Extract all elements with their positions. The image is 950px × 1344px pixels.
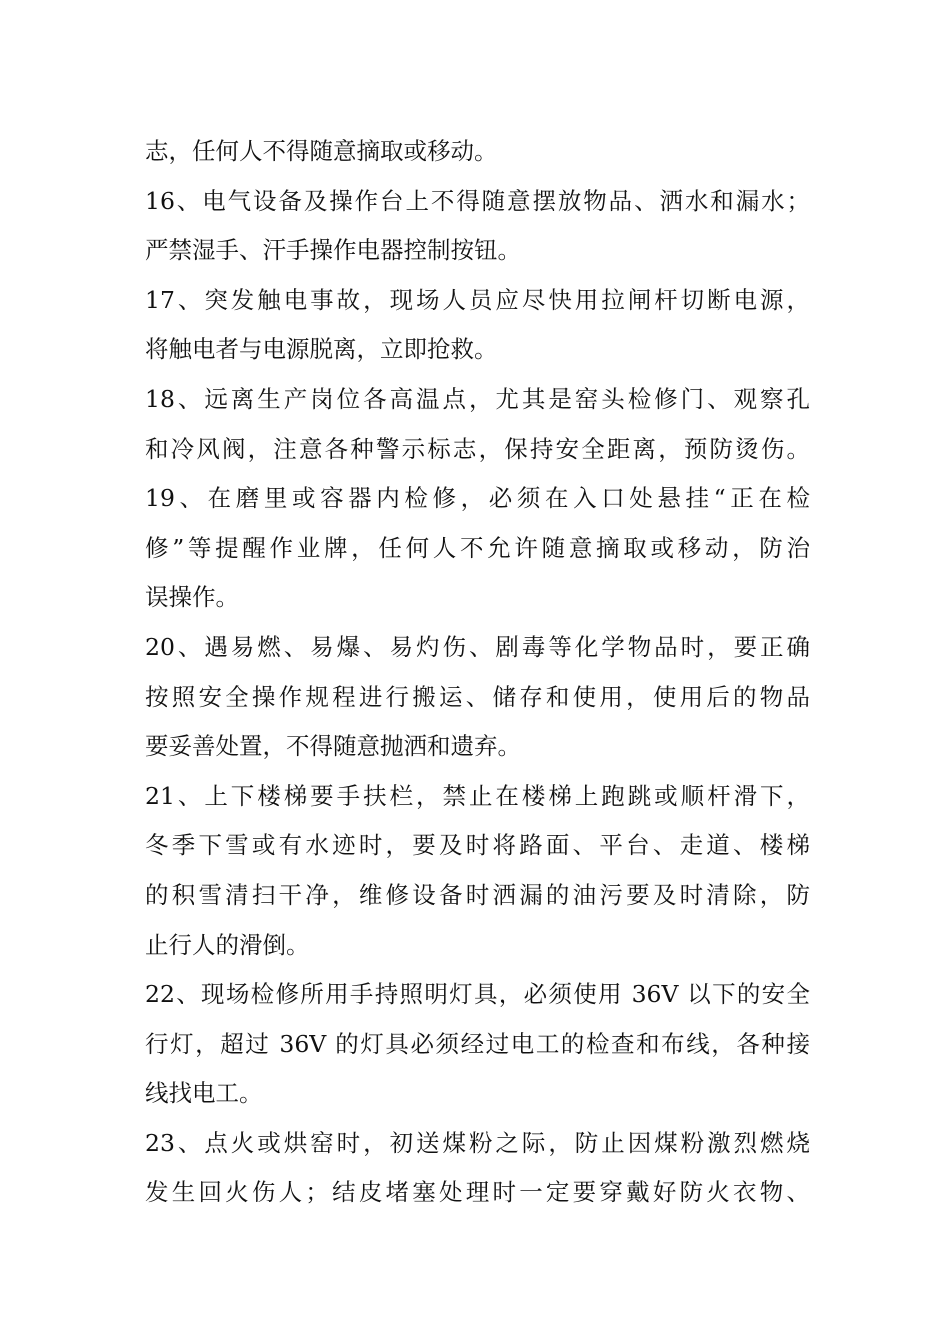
text-line: 21、上下楼梯要手扶栏，禁止在楼梯上跑跳或顺杆滑下， [145, 781, 810, 810]
text-line: 行灯，超过 36V 的灯具必须经过电工的检查和布线，各种接 [145, 1029, 810, 1058]
body-text [145, 127, 810, 1218]
text-line: 按照安全操作规程进行搬运、储存和使用，使用后的物品 [145, 682, 810, 711]
text-line: 17、突发触电事故，现场人员应尽快用拉闸杆切断电源， [145, 285, 810, 314]
text-line: 20、遇易燃、易爆、易灼伤、剧毒等化学物品时，要正确 [145, 632, 810, 661]
text-line: 18、远离生产岗位各高温点，尤其是窑头检修门、观察孔 [145, 384, 810, 413]
text-line: 线找电工。 [145, 1079, 263, 1108]
text-line: 19、在磨里或容器内检修，必须在入口处悬挂“正在检 [145, 484, 810, 513]
text-line: 要妥善处置，不得随意抛洒和遗弃。 [145, 732, 521, 761]
text-line: 修”等提醒作业牌，任何人不允许随意摘取或移动，防治 [145, 533, 810, 562]
text-line: 23、点火或烘窑时，初送煤粉之际，防止因煤粉激烈燃烧 [145, 1128, 810, 1157]
text-line: 止行人的滑倒。 [145, 930, 310, 959]
text-line: 22、现场检修所用手持照明灯具，必须使用 36V 以下的安全 [145, 980, 810, 1009]
text-line: 误操作。 [145, 583, 239, 612]
text-line: 志，任何人不得随意摘取或移动。 [145, 137, 498, 165]
text-line: 冬季下雪或有水迹时，要及时将路面、平台、走道、楼梯 [145, 831, 810, 860]
text-line: 发生回火伤人；结皮堵塞处理时一定要穿戴好防火衣物、 [145, 1178, 810, 1207]
text-line: 将触电者与电源脱离，立即抢救。 [145, 335, 498, 364]
text-line: 16、电气设备及操作台上不得随意摆放物品、洒水和漏水； [145, 186, 810, 215]
text-line: 和冷风阀，注意各种警示标志，保持安全距离，预防烫伤。 [145, 434, 810, 463]
text-line: 的积雪清扫干净，维修设备时洒漏的油污要及时清除，防 [145, 880, 810, 909]
text-line: 严禁湿手、汗手操作电器控制按钮。 [145, 236, 521, 265]
